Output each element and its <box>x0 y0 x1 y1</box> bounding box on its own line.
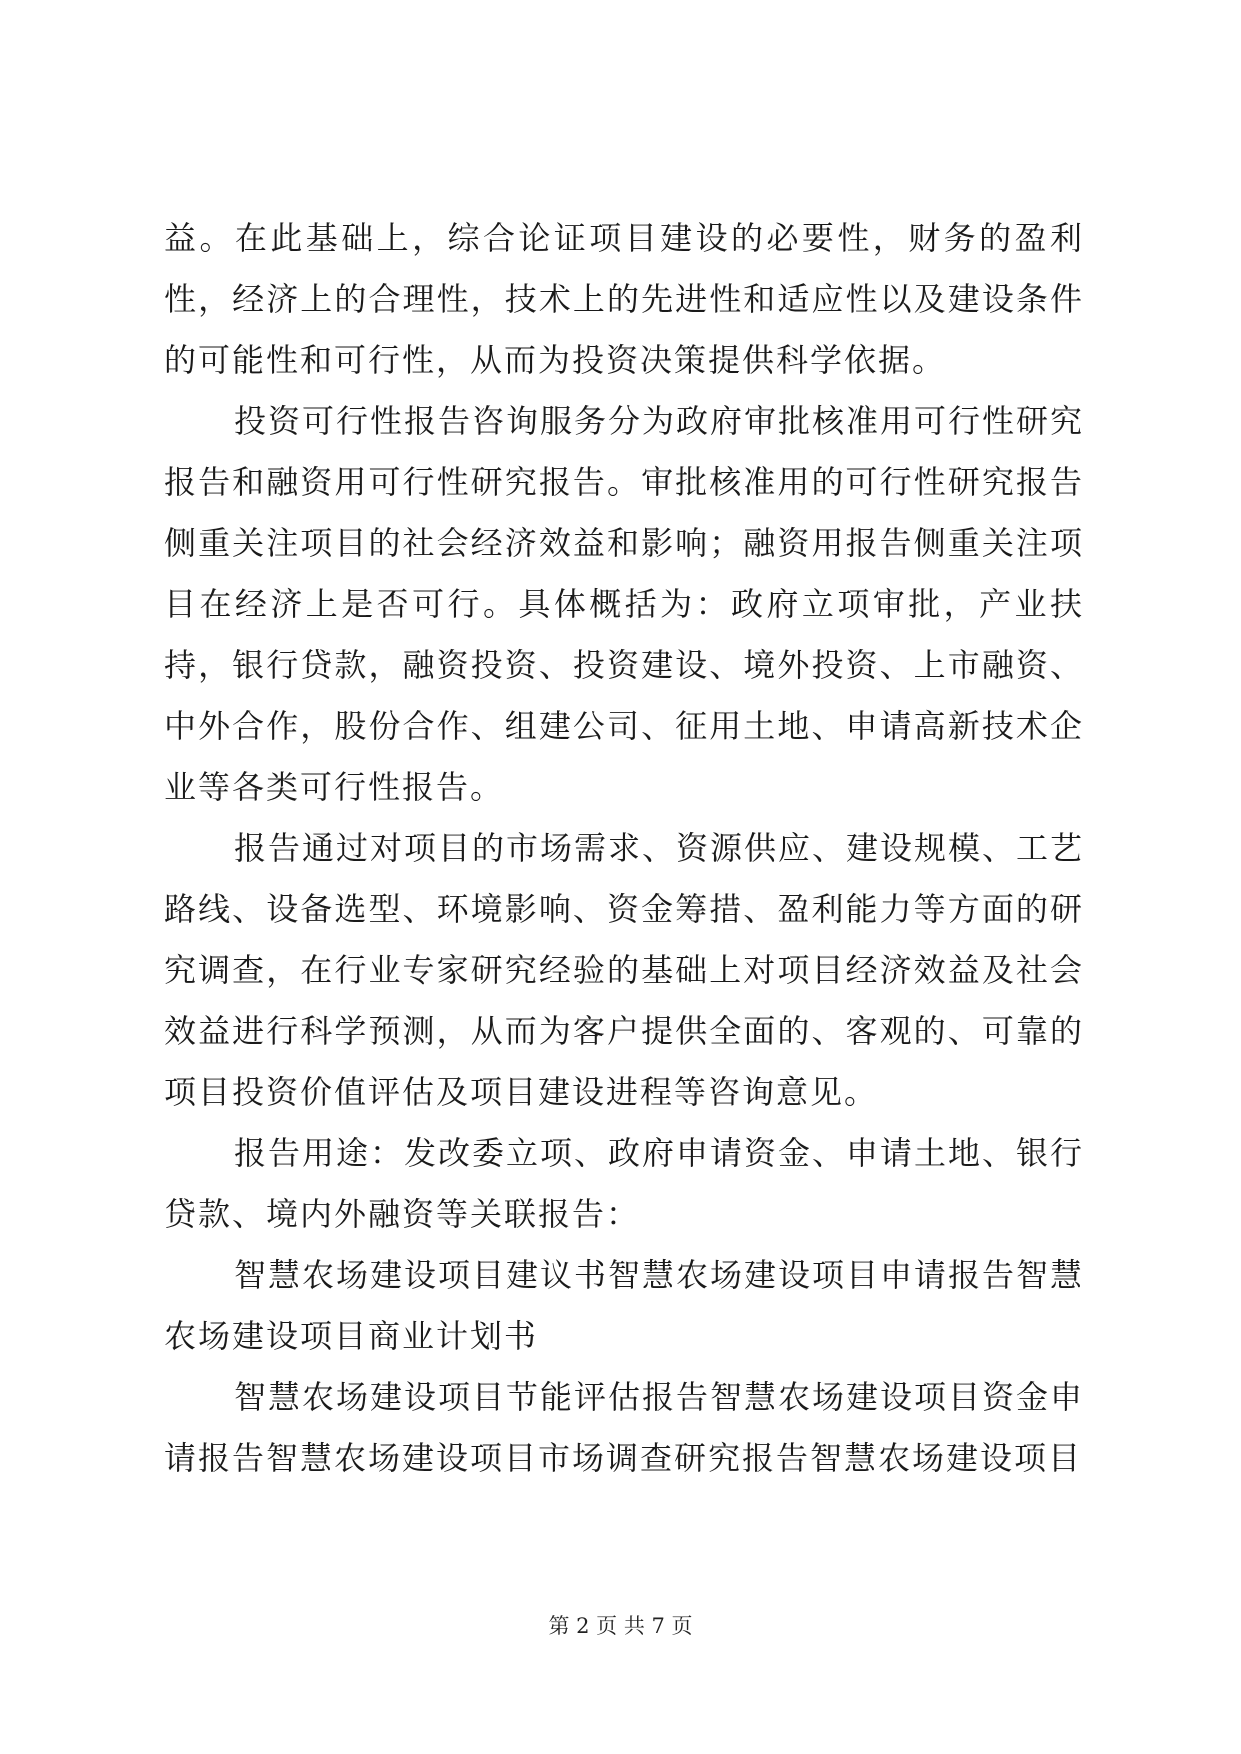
paragraph-1: 益。在此基础上，综合论证项目建设的必要性，财务的盈利性，经济上的合理性，技术上的先进性和适应性以及建设条件的可能性和可行性，从而为投资决策提供科学依据。 <box>164 219 1084 379</box>
paragraph-3: 报告通过对项目的市场需求、资源供应、建设规模、工艺路线、设备选型、环境影响、资金筹措、盈利能力等方面的研究调查，在行业专家研究经验的基础上对项目经济效益及社会效益进行科学预测，从而为客户提供全面的、客观的、可靠的项目投资价值评估及项目建设进程等咨询意见。 <box>164 829 1085 1111</box>
page-footer: 第 2 页 共 7 页 <box>548 1614 693 1638</box>
paragraph-4: 报告用途：发改委立项、政府申请资金、申请土地、银行贷款、境内外融资等关联报告： <box>164 1134 1085 1233</box>
paragraph-6: 智慧农场建设项目节能评估报告智慧农场建设项目资金申请报告智慧农场建设项目市场调查研究报告智慧农场建设项目 <box>164 1378 1085 1477</box>
document-body <box>164 208 1084 1489</box>
paragraph-2: 投资可行性报告咨询服务分为政府审批核准用可行性研究报告和融资用可行性研究报告。审批核准用的可行性研究报告侧重关注项目的社会经济效益和影响；融资用报告侧重关注项目在经济上是否可行。具体概括为：政府立项审批，产业扶持，银行贷款，融资投资、投资建设、境外投资、上市融资、中外合作，股份合作、组建公司、征用土地、申请高新技术企业等各类可行性报告。 <box>164 402 1085 806</box>
paragraph-5: 智慧农场建设项目建议书智慧农场建设项目申请报告智慧农场建设项目商业计划书 <box>164 1256 1085 1355</box>
